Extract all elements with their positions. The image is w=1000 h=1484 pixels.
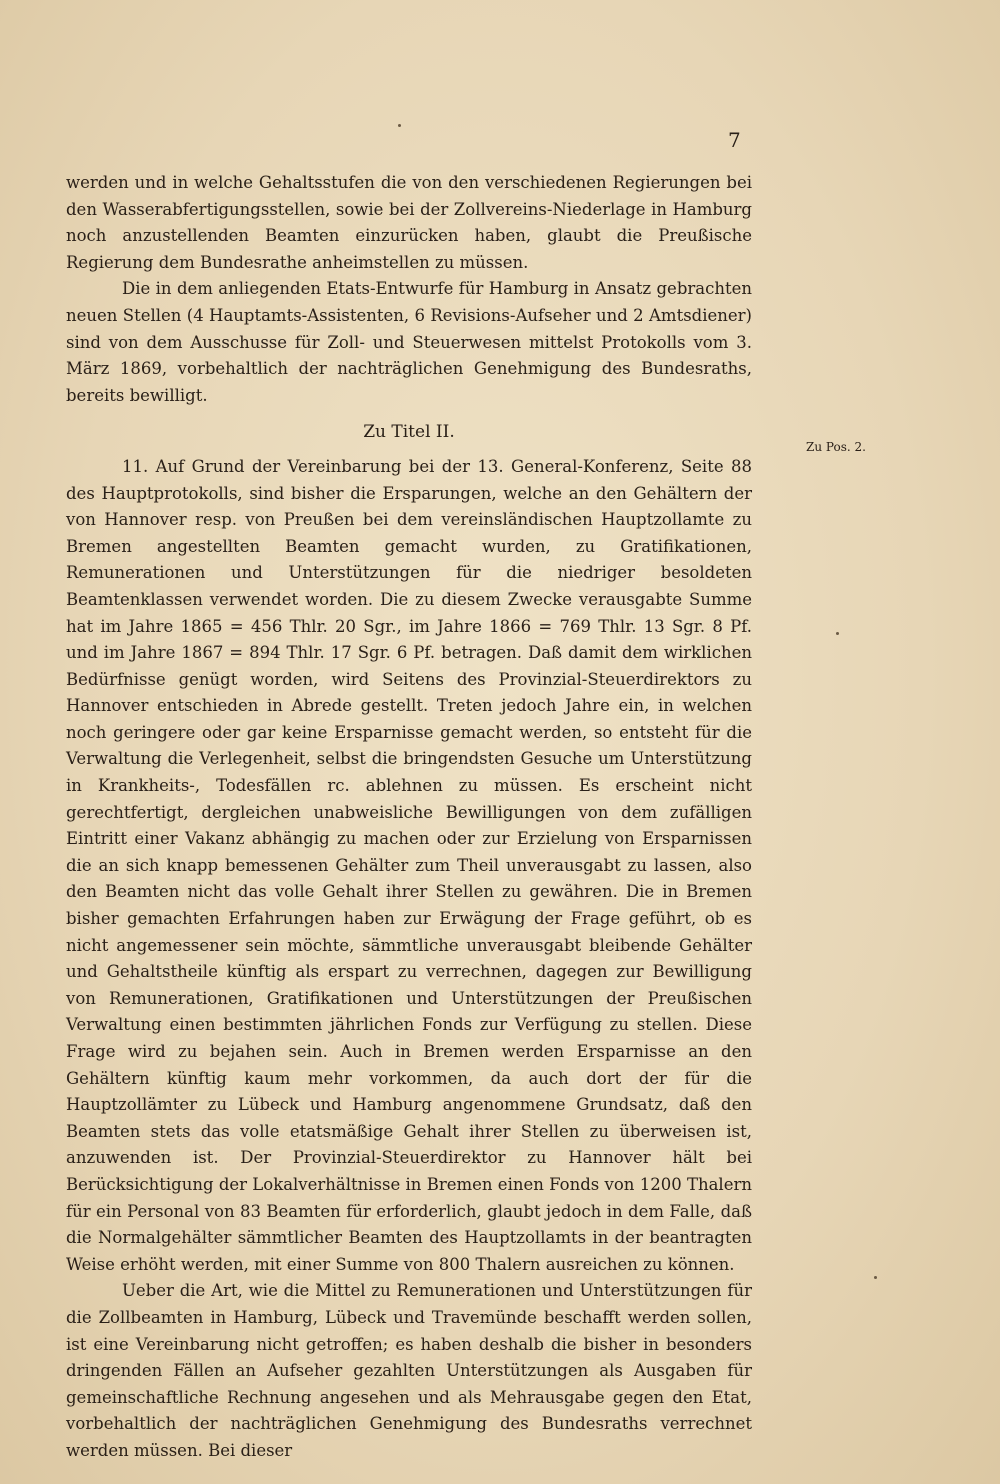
paragraph-etats-entwurf: Die in dem anliegenden Etats-Entwurfe für Hamburg in Ansatz gebrachten neuen Stellen (4 Hauptamts-Assistenten, 6 Revisions-Aufseher und 2 Amtsdiener) sind von dem Ausschusse für Zoll- und Steuerwesen mittelst Protokolls vom 3. März 1869, vorbehaltlich der nachträglichen Genehmigung des Bundesraths, bereits bewilligt.: [66, 279, 752, 405]
page-number: 7: [728, 128, 741, 152]
paragraph-ueber-die-art: Ueber die Art, wie die Mittel zu Remunerationen und Unterstützungen für die Zollbeamten in Hamburg, Lübeck und Travemünde beschafft werden sollen, ist eine Vereinbarung nicht getroffen; es haben deshalb die bisher in besonders dringenden Fällen an Aufseher gezahlten Unterstützungen als Ausgaben für gemeinschaftliche Rechnung angesehen und als Mehrausgabe gegen den Etat, vorbehaltlich der nachträglichen Genehmigung des Bundesraths verrechnet werden müssen. Bei dieser: [66, 1281, 752, 1460]
print-speck: [874, 1276, 877, 1279]
body-text: [66, 170, 752, 1465]
section-heading: Zu Titel II.: [363, 422, 455, 443]
margin-note: Zu Pos. 2.: [806, 440, 866, 454]
print-speck: [398, 124, 401, 127]
paragraph-continuation: werden und in welche Gehaltsstufen die von den verschiedenen Regierungen bei den Wasserabfertigungsstellen, sowie bei der Zollvereins-Niederlage in Hamburg noch anzustellenden Beamten einzurücken haben, glaubt die Preußische Regierung dem Bundesrathe anheimstellen zu müssen.: [66, 173, 752, 272]
paragraph-item-11: 11. Auf Grund der Vereinbarung bei der 13. General-Konferenz, Seite 88 des Hauptprotokolls, sind bisher die Ersparungen, welche an den Gehältern der von Hannover resp. von Preußen bei dem vereinsländischen Hauptzollamte zu Bremen angestellten Beamten gemacht wurden, zu Gratifikationen, Remunerationen und Unterstützungen für die niedriger besoldeten Beamtenklassen verwendet worden. Die zu diesem Zwecke verausgabte Summe hat im Jahre 1865 = 456 Thlr. 20 Sgr., im Jahre 1866 = 769 Thlr. 13 Sgr. 8 Pf. und im Jahre 1867 = 894 Thlr. 17 Sgr. 6 Pf. betragen. Daß damit dem wirklichen Bedürfnisse genügt worden, wird Seitens des Provinzial-Steuerdirektors zu Hannover entschieden in Abrede gestellt. Treten jedoch Jahre ein, in welchen noch geringere oder gar keine Ersparnisse gemacht werden, so entsteht für die Verwaltung die Verlegenheit, selbst die bringendsten Gesuche um Unterstützung in Krankheits-, Todesfällen rc. ablehnen zu müssen. Es erscheint nicht gerechtfertigt, dergleichen unabweisliche Bewilligungen von dem zufälligen Eintritt einer Vakanz abhängig zu machen oder zur Erzielung von Ersparnissen die an sich knapp bemessenen Gehälter zum Theil unverausgabt zu lassen, also den Beamten nicht das volle Gehalt ihrer Stellen zu gewähren. Die in Bremen bisher gemachten Erfahrungen haben zur Erwägung der Frage geführt, ob es nicht angemessener sein möchte, sämmtliche unverausgabt bleibende Gehälter und Gehaltstheile künftig als erspart zu verrechnen, dagegen zur Bewilligung von Remunerationen, Gratifikationen und Unterstützungen der Preußischen Verwaltung einen bestimmten jährlichen Fonds zur Verfügung zu stellen. Diese Frage wird zu bejahen sein. Auch in Bremen werden Ersparnisse an den Gehältern künftig kaum mehr vorkommen, da auch dort der für die Hauptzollämter zu Lübeck und Hamburg angenommene Grundsatz, daß den Beamten stets das volle etatsmäßige Gehalt ihrer Stellen zu überweisen ist, anzuwenden ist. Der Provinzial-Steuerdirektor zu Hannover hält bei Berücksichtigung der Lokalverhältnisse in Bremen einen Fonds von 1200 Thalern für ein Personal von 83 Beamten für erforderlich, glaubt jedoch in dem Falle, daß die Normalgehälter sämmtlicher Beamten des Hauptzollamts in der beantragten Weise erhöht werden, mit einer Summe von 800 Thalern ausreichen zu können.: [66, 456, 752, 1274]
print-speck: [836, 632, 839, 635]
